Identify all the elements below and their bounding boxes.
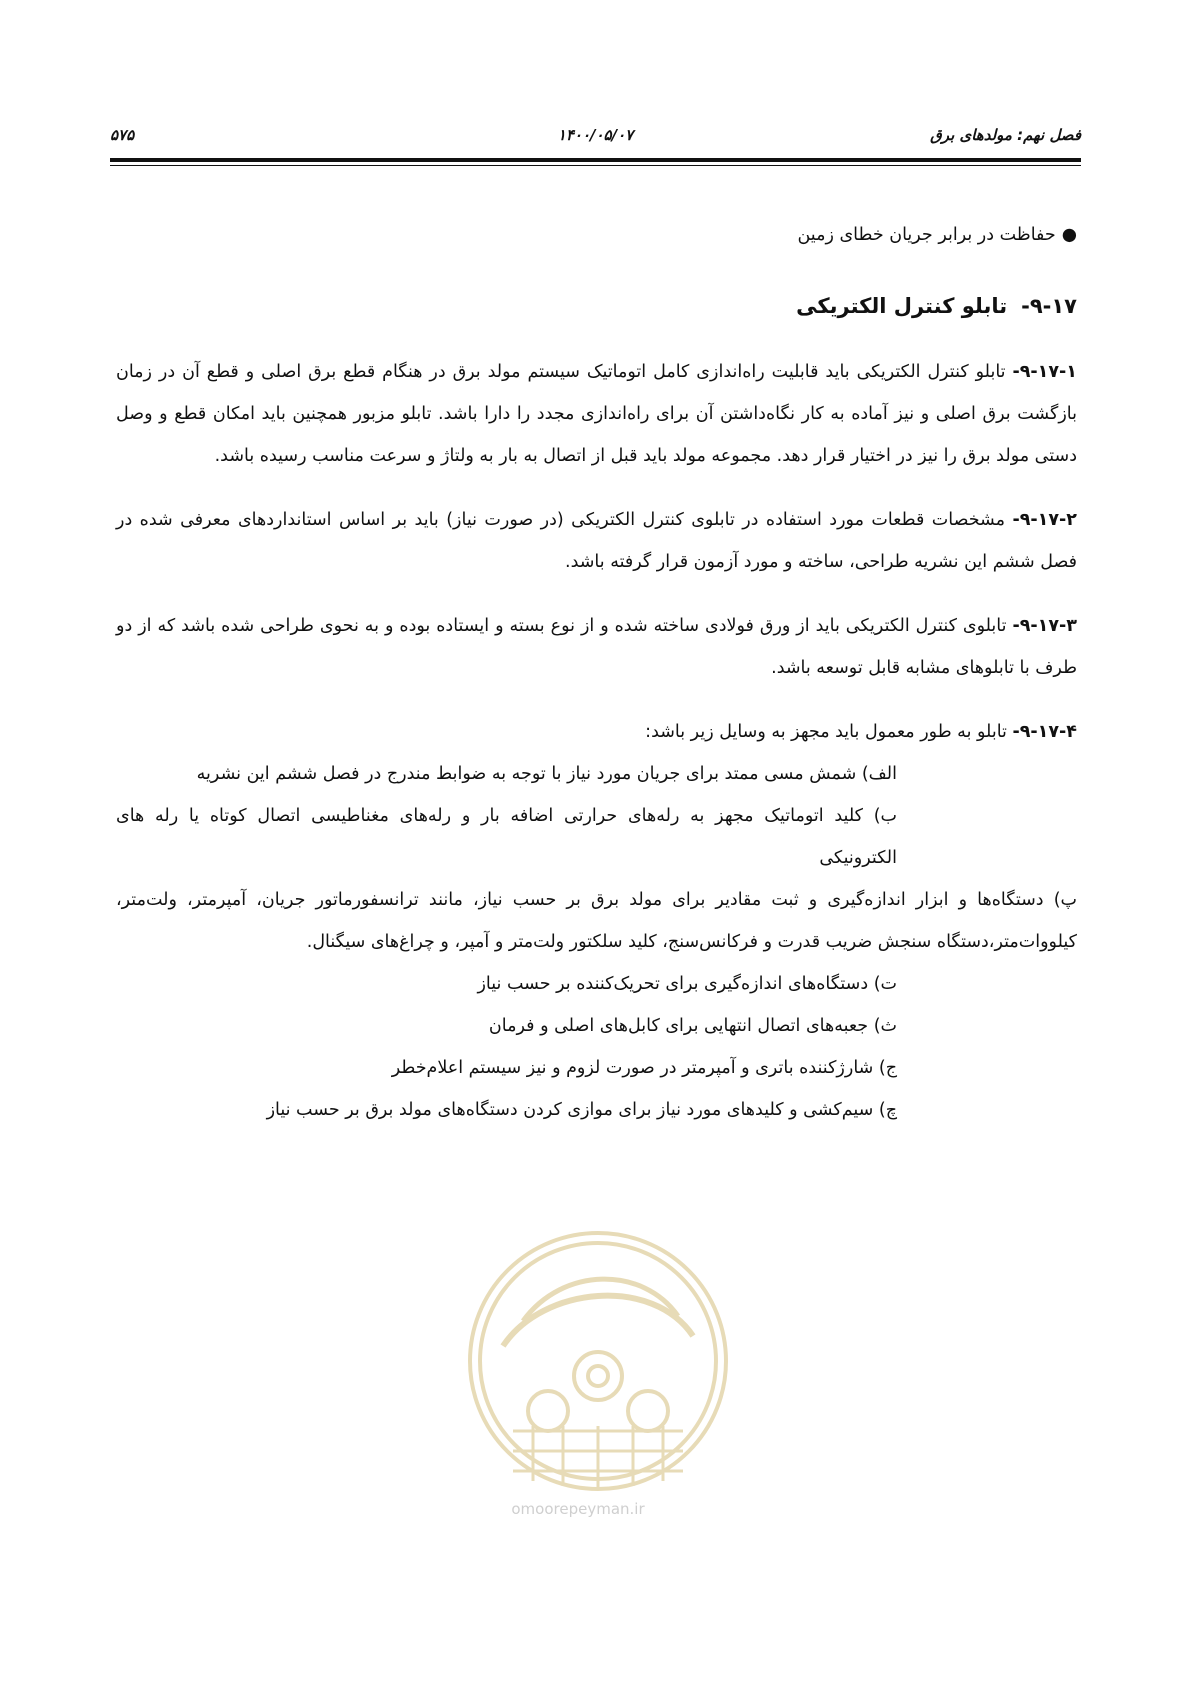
header-date: ۱۴۰۰/۰۵/۰۷ xyxy=(557,126,634,144)
bullet-text: حفاظت در برابر جریان خطای زمین xyxy=(797,225,1056,245)
header-divider-thick xyxy=(110,158,1081,162)
list-item: ب) کلید اتوماتیک مجهز به رله‌های حرارتی اضافه بار و رله‌های مغناطیسی اتصال کوتاه یا رله های الکترونیکی xyxy=(116,806,897,868)
paragraph-number: ۹-۱۷-۱- xyxy=(1012,362,1077,382)
list-item: ث) جعبه‌های اتصال انتهایی برای کابل‌های اصلی و فرمان xyxy=(488,1016,897,1036)
paragraph xyxy=(116,499,1077,583)
watermark-url: omoorepeyman.ir xyxy=(511,1500,645,1518)
paragraph-text: تابلو کنترل الکتریکی باید قابلیت راه‌اندازی کامل اتوماتیک سیستم مولد برق در هنگام قطع برق اصلی و قطع آن در زمان بازگشت برق اصلی و نیز آماده به کار نگاه‌داشتن آن برای راه‌اندازی مجدد را دارا باشد. تابلو مزبور همچنین باید امکان قطع و وصل دستی مولد برق را نیز در اختیار قرار دهد. مجموعه مولد باید قبل از اتصال به بار به ولتاژ و سرعت مناسب رسیده باشد. xyxy=(116,362,1077,466)
list-item: ت) دستگاه‌های اندازه‌گیری برای تحریک‌کننده بر حسب نیاز xyxy=(477,974,897,994)
page-header xyxy=(110,120,1081,150)
section-heading xyxy=(116,286,1077,326)
section-number: ۹-۱۷- xyxy=(1021,294,1077,318)
paragraph-number: ۹-۱۷-۳- xyxy=(1012,616,1077,636)
bullet-dot-icon: ● xyxy=(1061,225,1077,245)
list-item: پ) دستگاه‌ها و ابزار اندازه‌گیری و ثبت مقادیر برای مولد برق بر حسب نیاز، مانند ترانسفورماتور جریان، آمپرمتر، ولت‌متر، کیلووات‌متر،دستگاه سنجش ضریب قدرت و فرکانس‌سنج، کلید سلکتور ولت‌متر و آمپر، و چراغ‌های سیگنال. xyxy=(116,890,1077,952)
equipment-list xyxy=(116,753,1077,1131)
list-item: الف) شمش مسی ممتد برای جریان مورد نیاز با توجه به ضوابط مندرج در فصل ششم این نشریه xyxy=(196,764,897,784)
paragraph-text: مشخصات قطعات مورد استفاده در تابلوی کنترل الکتریکی (در صورت نیاز) باید بر اساس استانداردهای معرفی شده در فصل ششم این نشریه طراحی، ساخته و مورد آزمون قرار گرفته باشد. xyxy=(116,510,1077,572)
page-content xyxy=(116,214,1077,1131)
watermark-logo-icon xyxy=(463,1226,733,1496)
paragraph-text: تابلو به طور معمول باید مجهز به وسایل زیر باشد: xyxy=(645,722,1013,742)
paragraph-number: ۹-۱۷-۴- xyxy=(1012,722,1077,742)
paragraph-text: تابلوی کنترل الکتریکی باید از ورق فولادی ساخته شده و از نوع بسته و ایستاده بوده و به نحوی طراحی شده باشد که از دو طرف با تابلوهای مشابه قابل توسعه باشد. xyxy=(116,616,1077,678)
chapter-title: فصل نهم: مولدهای برق xyxy=(930,126,1081,144)
list-item: ج) شارژکننده باتری و آمپرمتر در صورت لزوم و نیز سیستم اعلام‌خطر xyxy=(391,1058,897,1078)
paragraph-number: ۹-۱۷-۲- xyxy=(1012,510,1077,530)
bullet-item xyxy=(116,214,1077,256)
page-number: ۵۷۵ xyxy=(110,126,135,144)
header-divider-thin xyxy=(110,165,1081,166)
section-title: تابلو کنترل الکتریکی xyxy=(796,294,1008,318)
list-item: چ) سیم‌کشی و کلیدهای مورد نیاز برای موازی کردن دستگاه‌های مولد برق بر حسب نیاز xyxy=(266,1100,897,1120)
paragraph xyxy=(116,351,1077,477)
paragraph xyxy=(116,605,1077,689)
paragraph xyxy=(116,711,1077,753)
